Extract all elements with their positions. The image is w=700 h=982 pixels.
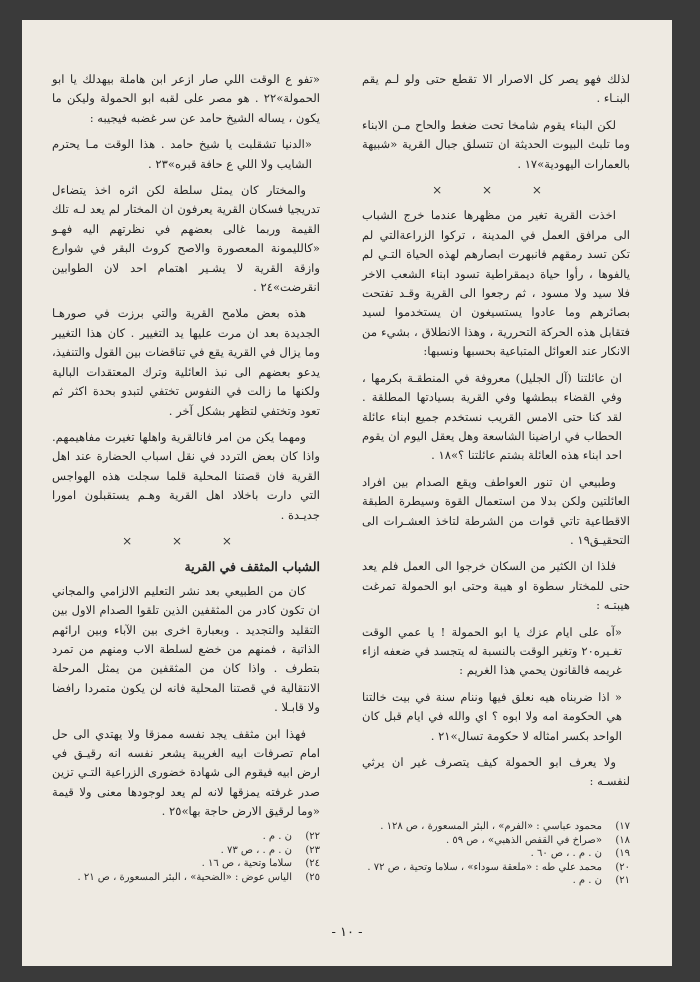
quotation: «آه على ايام عزك يا ابو الحمولة ! يا عمي الوقت تغـيره٢٠ وتغير الوقت بالنسبة له يتجسد في ضعفه ازاء غريمه فالقانون يحمي هذا الغريم : — [362, 624, 622, 678]
footnote-text: محمود عباسي : «الفرم» ، البئر المسعورة ، ص ١٢٨ . — [380, 821, 602, 832]
footnote-number: ٢٤) — [305, 858, 320, 869]
section-heading: الشباب المثقف في القرية — [184, 559, 320, 575]
footnote — [362, 847, 630, 861]
footnote-text: ن . م . — [262, 831, 292, 842]
footnote-number: ٢٣) — [305, 844, 320, 856]
footnote-text: سلاما وتحية ، ص ١٦ . — [201, 858, 292, 869]
paragraph: اخذت القرية تغير من مظهرها عندما خرج الشباب الى مرافق العمل في المدينة ، تركوا الزراعةالتي لم تكن تسد رمقهم فانبهرت ابصارهم لهذه الحياة التـي لم يالفوها ، رأوا حياة ديمقراطية تسود ابناء الشعب الاخر فلا سيد ولا مسود ، ثم رجعوا الى القرية وقـد تفتحت بصائرهم وما عادوا يستسيغون ان يستخدموا لسيد فتقابل هذه الحركة التحررية ، وهذا الانطلاق ، بشيء من الانكار عند العوائل المتباعية بحسبها ونسبها: — [362, 208, 630, 359]
paragraph: وطبيعي ان تنور العواطف ويقع الصدام بين افراد العائلتين ولكن بدلا من استعمال القوة وسيطرة الطبقة الاقطاعية تاتي قوات من الشرطة لتاخذ العشـرات الى التحقيـق١٩ . — [362, 474, 630, 547]
quotation: «تفو ع الوقت اللي صار ازعر ابن هاملة بيهدلك يا ابو الحمولة»٢٢ . هو مصر على لقبه ابو الحمولة وليكن ما يكون ، يساله الشيخ حامد عن سر غضبه فيجيبه : — [52, 72, 320, 125]
page-number: - ١٠ - — [331, 925, 363, 940]
footnote — [362, 820, 630, 834]
footnotes-left — [52, 830, 320, 884]
quotation: «الدنيا تشقلبت يا شيخ حامد . هذا الوقت مـا يحترم الشايب ولا اللي ع حافة قبره»٢٣ . — [52, 137, 312, 171]
footnote — [362, 861, 630, 875]
footnote-text: محمد علي طه : «ملعقة سوداء» ، سلاما وتحية ، ص ٧٢ . — [367, 861, 602, 873]
footnote — [362, 834, 630, 848]
paragraph: فلذا ان الكثير من السكان خرجوا الى العمل فلم يعد حتى للمختار سطوة او هيبة وحتى ابو الحمولة تمرغت هيبتـه : — [362, 559, 630, 613]
footnote — [52, 871, 320, 885]
footnote-text: ن . م . ، ص ٦٠ . — [530, 848, 602, 859]
footnote — [362, 874, 630, 888]
document-page — [22, 20, 672, 966]
paragraph: لكن البناء يقوم شامخا تحت ضغط والحاح مـن الابناء وما تلبث البيوت الحديثة ان تتسلق جبال القرية «شبيهة بالعمارات اليهودية»١٧ . — [362, 117, 630, 171]
footnote-text: «صراخ في القفص الذهبي» ، ص ٥٩ . — [446, 834, 602, 846]
footnote-number: ١٨) — [615, 834, 630, 846]
footnote-number: ٢٢) — [305, 831, 320, 842]
footnote-number: ٢٠) — [615, 861, 630, 873]
paragraph: والمختار كان يمثل سلطة لكن اثره اخذ يتضاءل تدريجيا فسكان القرية يعرفون ان المختار لم يعد لـه تلك القيمة وربما غالى بعضهم في نظرتهم اليه فهـو «كالليمونة المعصورة والاصح كروث البقر في شوارع وازقة القرية لا يشـير اهتمام احد لان الطوابين انقرضت»٢٤ . — [52, 183, 320, 295]
paragraph: لذلك فهو يصر كل الاصرار الا تقطع حتى ولو لـم يقم البنـاء . — [362, 72, 630, 106]
footnote-text: ن . م . — [572, 875, 602, 886]
footnote-text: الياس عوض : «الضحية» ، البئر المسعورة ، ص ٢١ . — [77, 871, 292, 883]
right-column — [362, 70, 630, 799]
quotation: ان عائلتنا (آل الجليل) معروفة في المنطقـة بكرمها ، وفي القضاء ببطشها وفي القرية بسيادتها المطلقة . لقد كنا حتى الامس القريب نستخدم جميع ابناء عائلة الحطاب في اراضينا الشاسعة وهل يعقل اليوم ان يقوم احد ابناء هذه العائلة بشتم عائلتنا ؟»١٨ . — [362, 370, 622, 463]
footnote-number: ١٧) — [615, 821, 630, 832]
footnotes-right — [362, 820, 630, 888]
paragraph: ولا يعرف ابو الحمولة كيف يتصرف غير ان يرثي لنفسـه : — [362, 755, 630, 789]
footnote — [52, 830, 320, 844]
paragraph: فهذا ابن مثقف يجد نفسه ممزقا ولا يهتدي الى حل امام تصرفات ابيه الغريبة يشعر نفسه انه رقيـق في ارض ابيه فيقوم الى شهادة خضورى الزراعية التـي تزين صدر غرفته يمزقها لانه لم يعد لوجودها معنى ولا قيمة «وما لرقيق الارض حاجة بها»٢٥ . — [52, 726, 320, 819]
footnote-text: ن . م . ، ص ٧٣ . — [220, 844, 292, 856]
footnote — [52, 844, 320, 858]
left-column — [52, 70, 320, 829]
quotation: « اذا ضربناه هيه نعلق فيها وننام سنة في بيت خالتنا هي الحكومة امه ولا ابوه ؟ اي والله في ايام قبل كان الواحد بكسر امثاله لا حكومة تسال»٢١ . — [362, 689, 622, 743]
footnote-number: ١٩) — [615, 848, 630, 859]
paragraph: هذه بعض ملامح القرية والتي برزت في صورهـا الجديدة بعد ان مرت عليها يد التغيير . كان هذا التغيير وما يزال في القرية يقع في تناقضات بين القول والتنفيذ، يدعو بعضهم الى نبذ العائلية وترك المعتقدات البالية ولكنها ما زالت في النفوس تختفي لتبدو بحدة اكثر ثم تعود وتختفي لتظهر بشكل آخر . — [52, 306, 320, 418]
footnote — [52, 857, 320, 871]
paragraph: كان من الطبيعي بعد نشر التعليم الالزامي والمجاني ان تكون كادر من المثقفين الذين تلقوا الصدام الاول بين التقليد والتجديد . وبعبارة اخرى بين الآباء وبين ارائهم الذاتية ، فمنهم من خضع لسلطة الاب ومنهم من تمرد بتطرف . واذا كان من المثقفين من يمثل المرحلة الانتقالية في قصتنا المحلية فانه لن يكون متمردا رافضا ولا قابـلا . — [52, 583, 320, 715]
footnote-number: ٢١) — [615, 875, 630, 886]
section-separator: × × × — [122, 533, 250, 548]
footnote-number: ٢٥) — [305, 871, 320, 883]
paragraph: ومهما يكن من امر فانالقرية واهلها تغيرت مفاهيمهم. واذا كان بعض التردد في نقل اسباب الحضارة عند اهل القرية فان قصتنا المحلية قلما سجلت هذه الهواجس التي دارت باخلاد اهل القرية وهـم يستقبلون امورا جديـدة . — [52, 429, 320, 522]
section-separator: × × × — [432, 183, 560, 198]
